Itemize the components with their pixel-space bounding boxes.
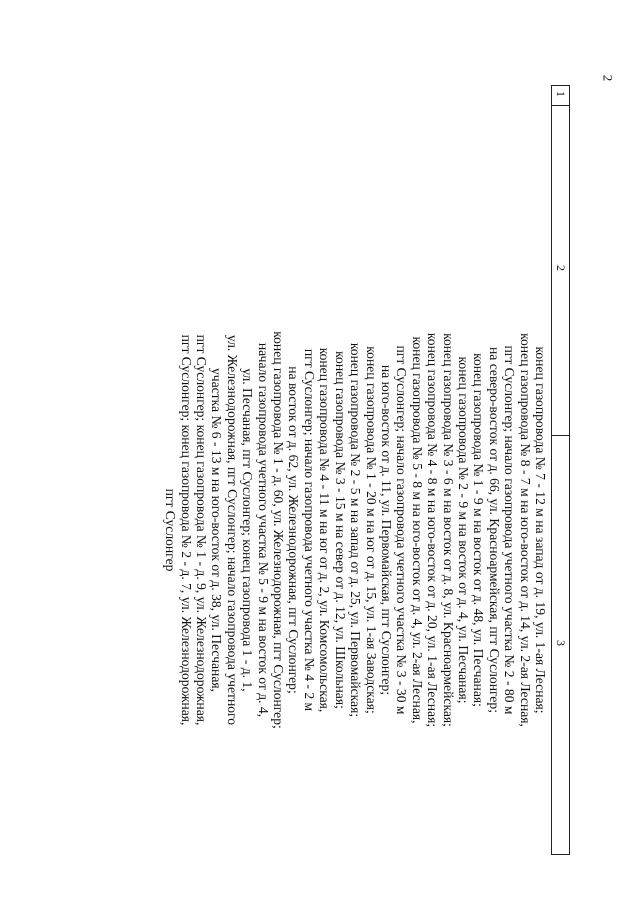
text-line: конец газопровода № 1 - д. 60, ул. Железнодорожная, пгт Суслонгер; — [271, 331, 287, 729]
text-line: конец газопровода № 8 - 7 м на юго-восток от д. 14, ул. 2-ая Лесная, — [517, 333, 533, 727]
column-divider-4 — [552, 854, 570, 855]
text-line: конец газопровода № 2 - 5 м на запад от д. 25, ул. Первомайская; — [348, 342, 364, 718]
text-line: конец газопровода № 7 - 12 м на запад от д. 19, ул. 1-ая Лесная; — [533, 346, 548, 714]
text-line: пгт Суслонгер; конец газопровода № 2 - д. 7, ул. Железнодорожная, — [178, 334, 194, 726]
text-line: конец газопровода № 5 - 8 м на юго-восток от д. 4, ул. 2-ая Лесная, — [409, 336, 425, 724]
gas-pipeline-description — [163, 210, 548, 850]
header-separator — [551, 85, 552, 855]
text-line: пгт Суслонгер; начало газопровода учетного участка № 3 - 30 м — [394, 345, 410, 715]
text-line: участка № 6 - 13 м на юго-восток от д. 38, ул. Песчаная, — [209, 367, 225, 693]
column-number-1: 1 — [554, 91, 568, 97]
column-divider-1 — [552, 85, 570, 86]
column-number-3: 3 — [554, 640, 568, 646]
text-line: конец газопровода № 2 - 9 м на восток от д. 4, ул. Песчаная; — [455, 356, 471, 704]
rotated-table — [115, 85, 570, 855]
text-line: на юго-восток от д. 11, ул. Первомайская, пгт Суслонгер; — [378, 364, 394, 696]
column-divider-2 — [552, 105, 570, 106]
table-top-border — [569, 85, 570, 855]
text-line: конец газопровода № 3 - 15 м на север от д. 12, ул. Школьная; — [332, 351, 348, 709]
column-number-2: 2 — [554, 265, 568, 271]
text-line: конец газопровода № 1 - 9 м на восток от д. 48, ул. Песчаная; — [471, 353, 487, 707]
column-divider-3 — [552, 435, 570, 436]
text-line: на северо-восток от д. 66, ул. Красноармейская, пгт Суслонгер; — [486, 347, 502, 713]
text-line: пгт Суслонгер — [163, 488, 179, 572]
text-line: на восток от д. 62, ул. Железнодорожная, пгт Суслонгер; — [286, 366, 302, 694]
text-line: конец газопровода № 3 - 6 м на восток от д. 8, ул. Красноармейская; — [440, 333, 456, 727]
text-line: начало газопровода учетного участка № 5 - 9 м на восток от д. 4, — [255, 342, 271, 718]
text-line: пгт Суслонгер; начало газопровода учетного участка № 2 - 80 м — [502, 345, 518, 715]
text-line: конец газопровода № 4 - 8 м на юго-восток от д. 20, ул. 1-ая Лесная; — [425, 332, 441, 728]
text-line: пгт Суслонгер; конец газопровода № 1 - д. 9, ул. Железнодорожная, — [194, 334, 210, 726]
text-line: ул. Песчаная, пгт Суслонгер; конец газопровода 1 - д. 1, — [240, 368, 256, 692]
text-line: ул. Железнодорожная, пгт Суслонгер; начало газопровода учетного — [224, 334, 240, 726]
page-number: 2 — [599, 74, 615, 82]
text-line: конец газопровода № 1 - 20 м на юг от д. 15, ул. 1-ая Заводская; — [363, 346, 379, 714]
text-line: пгт Суслонгер; начало газопровода учетного участка № 4 - 2 м — [301, 348, 317, 712]
text-line: конец газопровода № 4 - 11 м на юг от д. 2, ул. Комсомольская, — [317, 347, 333, 713]
